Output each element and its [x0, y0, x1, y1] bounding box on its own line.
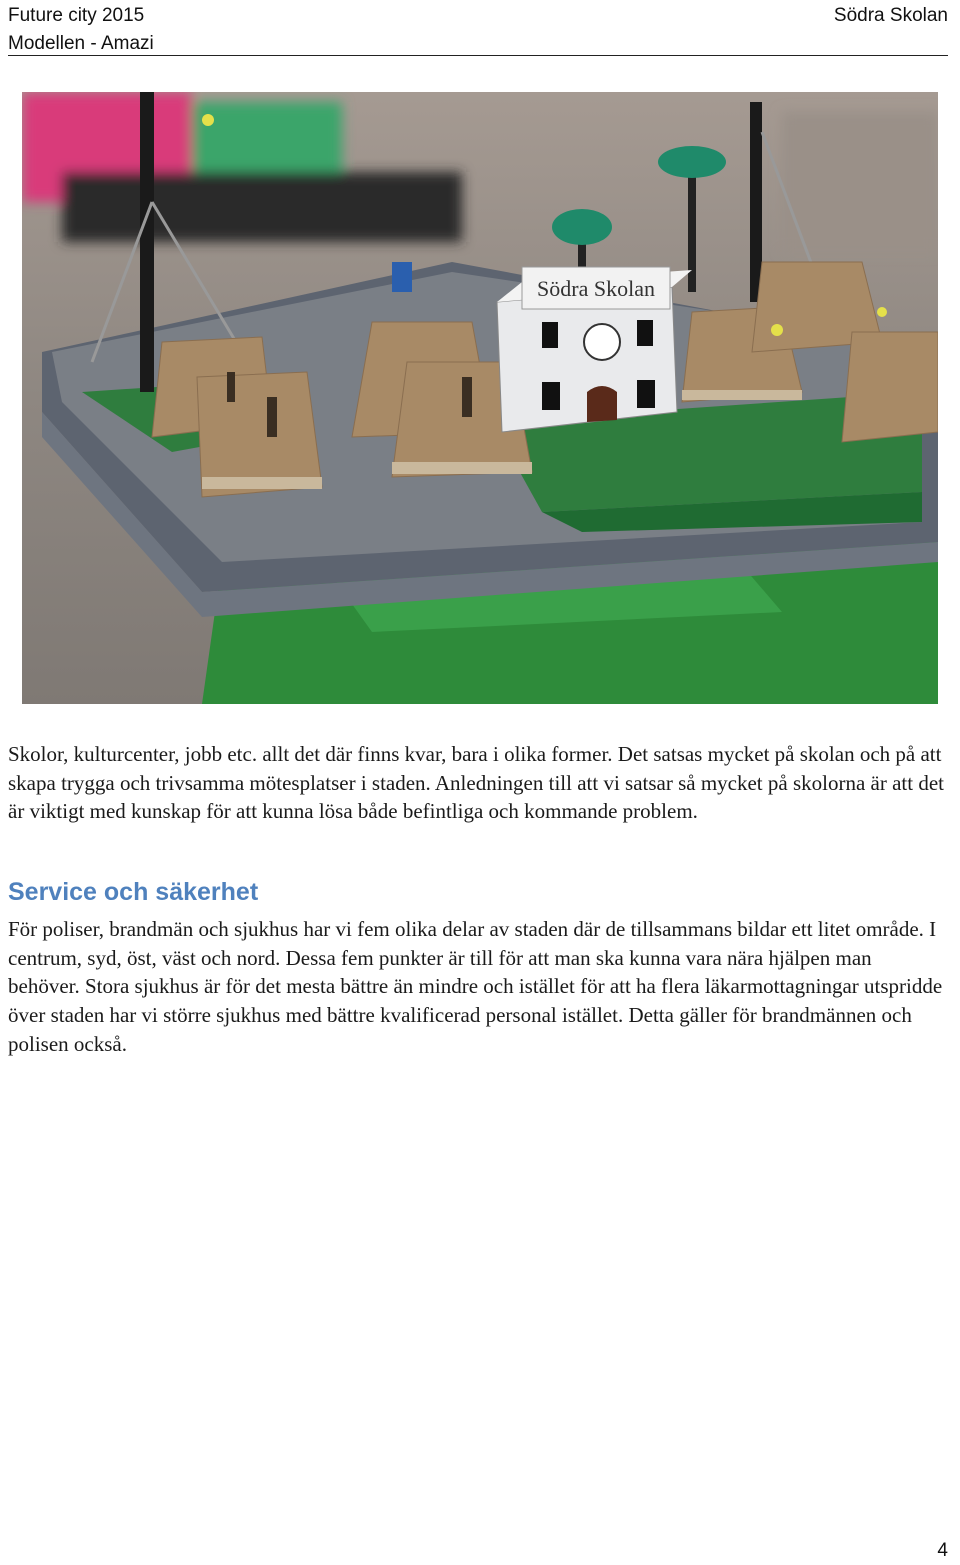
model-photo	[22, 92, 938, 704]
paragraph-service: För poliser, brandmän och sjukhus har vi fem olika delar av staden där de tillsammans bildar ett litet område. I centrum, syd, öst, väst och nord. Dessa fem punkter är till för att man ska kunna vara nära hjälpen man behöver. Stora sjukhus är för det mesta bättre än mindre och istället för att ha flera läkarmottagningar utspridde över staden har vi större sjukhus med bättre kvalificerad personal istället. Detta gäller för brandmännen och polisen också.	[8, 917, 943, 1056]
page-number: 4	[937, 1540, 948, 1561]
header-subtitle: Modellen - Amazi	[8, 33, 154, 54]
section-heading: Service och säkerhet	[8, 878, 259, 906]
header-title: Future city 2015	[8, 5, 145, 26]
page-header	[8, 0, 948, 56]
header-school: Södra Skolan	[833, 5, 948, 26]
paragraph-intro: Skolor, kulturcenter, jobb etc. allt det där finns kvar, bara i olika former. Det satsas mycket på skolan och på att skapa trygga och trivsamma mötesplatser i staden. Anledningen till att vi satsar så mycket på skolorna är att det är viktigt med kunskap för att kunna lösa både befintliga och kommande problem.	[8, 742, 944, 824]
school-sign-text: Södra Skolan	[537, 276, 655, 301]
header-left	[8, 2, 154, 58]
